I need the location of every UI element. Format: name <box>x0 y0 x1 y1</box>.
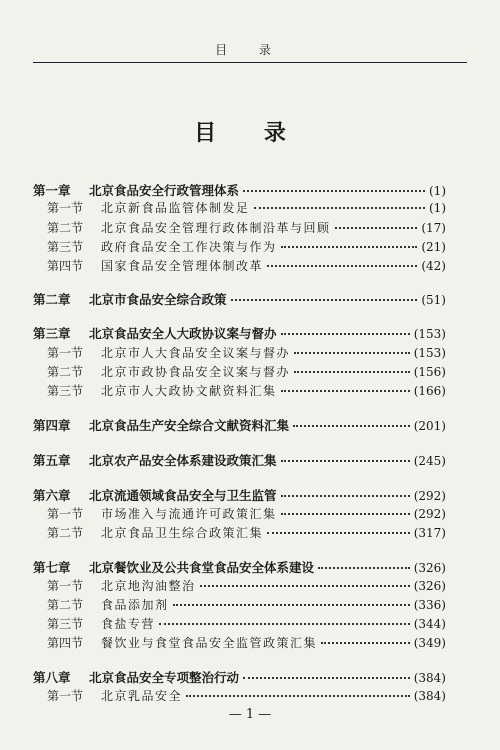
entry-number: 第四节 <box>47 259 84 273</box>
entry-title: 北京乳品安全 <box>101 689 183 703</box>
dot-leader <box>231 299 418 301</box>
dot-leader <box>293 425 410 427</box>
toc-section-entry[interactable] <box>47 687 446 705</box>
toc-section-entry[interactable] <box>47 524 446 542</box>
entry-page: (42) <box>421 259 446 273</box>
entry-title: 北京市政协食品安全议案与督办 <box>101 365 291 379</box>
entry-title: 餐饮业与食堂食品安全监管政策汇集 <box>101 636 318 650</box>
toc-section-entry[interactable] <box>47 615 446 633</box>
dot-leader <box>243 677 410 679</box>
entry-page: (156) <box>413 365 446 379</box>
entry-page: (344) <box>413 617 446 631</box>
entry-number: 第一章 <box>33 183 71 198</box>
entry-number: 第三节 <box>47 240 84 254</box>
toc-chapter-entry[interactable] <box>33 451 446 469</box>
entry-title: 北京市食品安全综合政策 <box>89 292 227 307</box>
entry-page: (153) <box>413 346 446 360</box>
entry-page: (51) <box>421 293 446 307</box>
entry-number: 第一节 <box>47 346 84 360</box>
header-rule <box>33 62 467 63</box>
running-head: 目 录 <box>215 43 285 57</box>
entry-number: 第三章 <box>33 326 71 341</box>
toc-section-entry[interactable] <box>47 199 446 217</box>
dot-leader <box>335 227 418 229</box>
entry-number: 第一节 <box>47 579 84 593</box>
dot-leader <box>321 642 410 644</box>
toc-section-entry[interactable] <box>47 577 446 595</box>
dot-leader <box>186 695 410 697</box>
entry-title: 北京市人大食品安全议案与督办 <box>101 346 291 360</box>
toc-section-entry[interactable] <box>47 505 446 523</box>
toc-chapter-entry[interactable] <box>33 181 446 199</box>
entry-number: 第二节 <box>47 526 84 540</box>
dot-leader <box>267 265 417 267</box>
entry-number: 第六章 <box>33 488 71 503</box>
dot-leader <box>281 390 410 392</box>
entry-title: 北京新食品监管体制发足 <box>101 201 250 215</box>
dot-leader <box>173 604 410 606</box>
entry-title: 北京食品安全专项整治行动 <box>89 670 240 685</box>
toc-section-entry[interactable] <box>47 363 446 381</box>
toc-section-entry[interactable] <box>47 344 446 362</box>
dot-leader <box>200 585 410 587</box>
entry-number: 第二节 <box>47 365 84 379</box>
dot-leader <box>254 207 425 209</box>
toc-chapter-entry[interactable] <box>33 558 446 576</box>
entry-number: 第三节 <box>47 384 84 398</box>
entry-page: (292) <box>413 507 446 521</box>
toc-section-entry[interactable] <box>47 219 446 237</box>
entry-number: 第一节 <box>47 507 84 521</box>
dot-leader <box>294 352 410 354</box>
dot-leader <box>243 190 425 192</box>
entry-page: (384) <box>413 689 446 703</box>
entry-number: 第二章 <box>33 292 71 307</box>
toc-chapter-entry[interactable] <box>33 416 446 434</box>
entry-page: (326) <box>413 561 446 575</box>
entry-page: (326) <box>413 579 446 593</box>
entry-title: 市场准入与流通许可政策汇集 <box>101 507 277 521</box>
page-title: 目 录 <box>194 120 306 146</box>
dot-leader <box>281 460 410 462</box>
entry-number: 第三节 <box>47 617 84 631</box>
toc-section-entry[interactable] <box>47 634 446 652</box>
toc-chapter-entry[interactable] <box>33 668 446 686</box>
entry-page: (166) <box>413 384 446 398</box>
entry-title: 北京食品卫生综合政策汇集 <box>101 526 264 540</box>
entry-number: 第四章 <box>33 418 71 433</box>
entry-number: 第二节 <box>47 598 84 612</box>
entry-title: 北京食品安全人大政协议案与督办 <box>89 326 277 341</box>
entry-title: 北京农产品安全体系建设政策汇集 <box>89 453 277 468</box>
dot-leader <box>281 246 418 248</box>
dot-leader <box>281 333 410 335</box>
entry-number: 第二节 <box>47 221 84 235</box>
toc-chapter-entry[interactable] <box>33 486 446 504</box>
entry-number: 第七章 <box>33 560 71 575</box>
entry-page: (336) <box>413 598 446 612</box>
entry-title: 食盐专营 <box>101 617 156 631</box>
dot-leader <box>318 567 410 569</box>
entry-title: 政府食品安全工作决策与作为 <box>101 240 277 254</box>
toc-chapter-entry[interactable] <box>33 290 446 308</box>
entry-page: (21) <box>421 240 446 254</box>
entry-title: 国家食品安全管理体制改革 <box>101 259 264 273</box>
page-number: — 1 — <box>228 707 272 722</box>
dot-leader <box>281 495 410 497</box>
dot-leader <box>159 623 410 625</box>
entry-number: 第八章 <box>33 670 71 685</box>
toc-section-entry[interactable] <box>47 382 446 400</box>
entry-number: 第一节 <box>47 689 84 703</box>
entry-number: 第五章 <box>33 453 71 468</box>
entry-page: (317) <box>413 526 446 540</box>
entry-page: (201) <box>413 419 446 433</box>
dot-leader <box>281 513 410 515</box>
entry-page: (292) <box>413 489 446 503</box>
entry-page: (153) <box>413 327 446 341</box>
toc-section-entry[interactable] <box>47 596 446 614</box>
entry-page: (17) <box>421 221 446 235</box>
toc-section-entry[interactable] <box>47 257 446 275</box>
entry-title: 北京地沟油整治 <box>101 579 196 593</box>
entry-title: 北京食品生产安全综合文献资料汇集 <box>89 418 290 433</box>
entry-title: 北京食品安全管理行政体制沿革与回顾 <box>101 221 331 235</box>
entry-page: (1) <box>429 184 446 198</box>
dot-leader <box>294 371 410 373</box>
entry-title: 北京市人大政协文献资料汇集 <box>101 384 277 398</box>
entry-title: 北京流通领域食品安全与卫生监管 <box>89 488 277 503</box>
entry-page: (245) <box>413 454 446 468</box>
entry-number: 第一节 <box>47 201 84 215</box>
entry-page: (1) <box>429 201 446 215</box>
entry-title: 北京餐饮业及公共食堂食品安全体系建设 <box>89 560 315 575</box>
entry-title: 北京食品安全行政管理体系 <box>89 183 240 198</box>
entry-page: (384) <box>413 671 446 685</box>
toc-chapter-entry[interactable] <box>33 324 446 342</box>
entry-number: 第四节 <box>47 636 84 650</box>
entry-title: 食品添加剂 <box>101 598 169 612</box>
dot-leader <box>267 532 410 534</box>
toc-section-entry[interactable] <box>47 238 446 256</box>
entry-page: (349) <box>413 636 446 650</box>
